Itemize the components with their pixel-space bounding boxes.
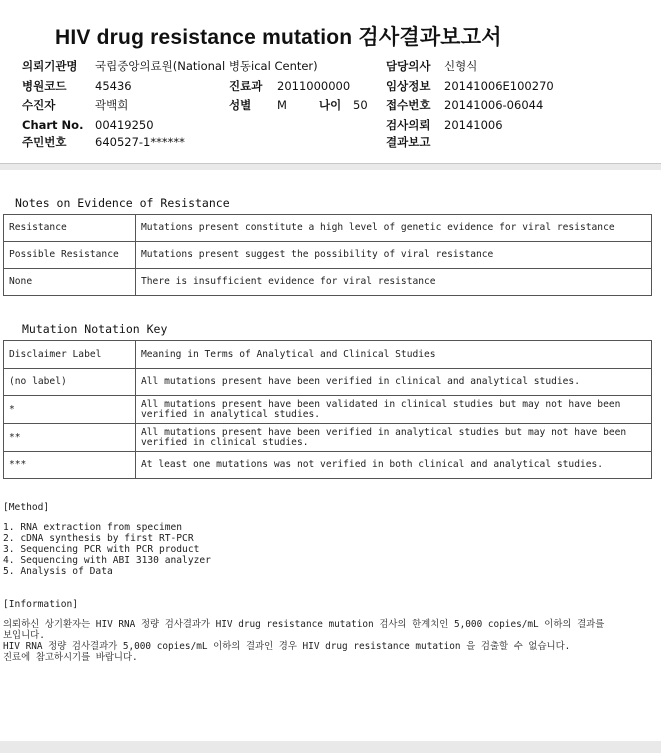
notes-term: Resistance [4, 215, 136, 242]
notes-desc: There is insufficient evidence for viral resistance [136, 269, 652, 296]
notes-desc: Mutations present suggest the possibility of viral resistance [136, 242, 652, 269]
request-date-label: 검사의뢰 [386, 118, 431, 132]
key-header-desc: Meaning in Terms of Analytical and Clinical Studies [136, 341, 652, 369]
method-step: 3. Sequencing PCR with PCR product [3, 544, 200, 555]
patient-value: 곽백희 [95, 98, 129, 112]
information-text [3, 619, 604, 663]
notes-term: None [4, 269, 136, 296]
method-heading: [Method] [3, 502, 50, 513]
key-desc: All mutations present have been validated in clinical studies but may not have been verified in analytical studies. [136, 396, 652, 424]
age-value: 50 [353, 98, 368, 112]
key-heading: Mutation Notation Key [22, 322, 168, 336]
patient-label: 수진자 [22, 98, 56, 112]
key-term: * [4, 396, 136, 424]
resident-no-value: 640527-1****** [95, 135, 185, 149]
table-row [4, 396, 652, 424]
hospital-code-label: 병원코드 [22, 79, 67, 93]
chart-no-label: Chart No. [22, 118, 84, 132]
method-step: 5. Analysis of Data [3, 566, 113, 577]
doctor-label: 담당의사 [386, 59, 431, 73]
notes-desc: Mutations present constitute a high level of genetic evidence for viral resistance [136, 215, 652, 242]
receipt-no-value: 20141006-06044 [444, 98, 544, 112]
table-row [4, 341, 652, 369]
method-step: 1. RNA extraction from specimen [3, 522, 183, 533]
receipt-no-label: 접수번호 [386, 98, 431, 112]
report-label: 결과보고 [386, 135, 431, 149]
key-desc: At least one mutations was not verified in both clinical and analytical studies. [136, 452, 652, 479]
information-line: 진료에 참고하시기를 바랍니다. [3, 652, 138, 663]
method-list [3, 522, 211, 577]
sex-value: M [277, 98, 287, 112]
key-desc: All mutations present have been verified in clinical and analytical studies. [136, 369, 652, 396]
clinical-info-value: 20141006E100270 [444, 79, 554, 93]
key-desc: All mutations present have been verified in analytical studies but may not have been verified in clinical studies. [136, 424, 652, 452]
information-line: 의뢰하신 상기환자는 HIV RNA 정량 검사결과가 HIV drug resistance mutation 검사의 한계치인 5,000 copies/mL 이하의 결과를 [3, 619, 605, 630]
department-value: 2011000000 [277, 79, 351, 93]
key-term: (no label) [4, 369, 136, 396]
institution-label: 의뢰기관명 [22, 59, 78, 73]
clinical-info-label: 임상정보 [386, 79, 431, 93]
sex-label: 성별 [229, 98, 252, 112]
hospital-code-value: 45436 [95, 79, 132, 93]
table-row [4, 242, 652, 269]
request-date-value: 20141006 [444, 118, 503, 132]
key-term: *** [4, 452, 136, 479]
report-body-sheet [0, 170, 661, 741]
report-header-sheet [0, 0, 661, 164]
key-table [3, 340, 652, 479]
notes-heading: Notes on Evidence of Resistance [15, 196, 230, 210]
key-header-term: Disclaimer Label [4, 341, 136, 369]
resident-no-label: 주민번호 [22, 135, 67, 149]
institution-value: 국립중앙의료원(National 병동ical Center) [95, 59, 318, 73]
age-label: 나이 [319, 98, 342, 112]
table-row [4, 452, 652, 479]
information-line: HIV RNA 정량 검사결과가 5,000 copies/mL 이하의 결과인 경우 HIV drug resistance mutation 을 검출할 수 없습니다. [3, 641, 571, 652]
information-heading: [Information] [3, 599, 79, 610]
doctor-value: 신형식 [444, 59, 478, 73]
table-row [4, 269, 652, 296]
method-step: 4. Sequencing with ABI 3130 analyzer [3, 555, 211, 566]
chart-no-value: 00419250 [95, 118, 154, 132]
method-step: 2. cDNA synthesis by first RT-PCR [3, 533, 194, 544]
notes-table [3, 214, 652, 296]
table-row [4, 369, 652, 396]
table-row [4, 215, 652, 242]
report-title: HIV drug resistance mutation 검사결과보고서 [55, 26, 502, 49]
department-label: 진료과 [229, 79, 263, 93]
table-row [4, 424, 652, 452]
key-term: ** [4, 424, 136, 452]
information-line: 보입니다. [3, 630, 45, 641]
notes-term: Possible Resistance [4, 242, 136, 269]
